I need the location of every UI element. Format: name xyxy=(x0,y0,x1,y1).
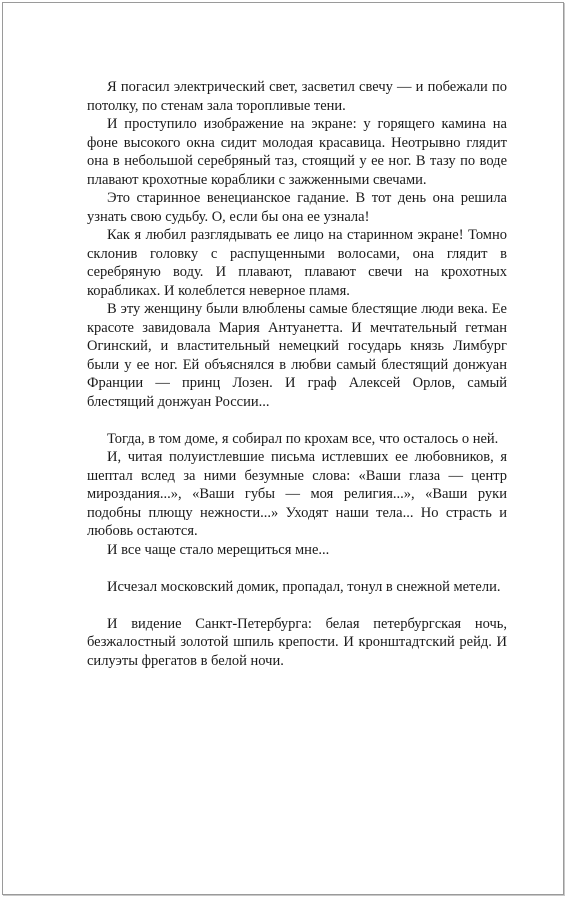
body-text xyxy=(87,78,507,670)
paragraph: Как я любил разглядывать ее лицо на старинном экране! Томно склонив головку с распущенными волосами, она глядит в серебряную воду. И плавают, плавают свечи на крохотных корабликах. И колеблется неверное пламя. xyxy=(87,227,507,299)
paragraph: В эту женщину были влюблены самые блестящие люди века. Ее красоте завидовала Мария Антуанетта. И мечтательный гетман Огинский, и властительный немецкий государь князь Лимбург были у ее ног. Ей объяснялся в любви самый блестящий донжуан Франции — принц Лозен. И граф Алексей Орлов, самый блестящий донжуан России... xyxy=(87,301,507,410)
paragraph: И все чаще стало мерещиться мне... xyxy=(107,541,330,558)
paragraph: Я погасил электрический свет, засветил свечу — и побежали по потолку, по стенам зала торопливые тени. xyxy=(87,79,507,114)
paragraph: И видение Санкт-Петербурга: белая петербургская ночь, безжалостный золотой шпиль крепости. И кронштадтский рейд. И силуэты фрегатов в белой ночи. xyxy=(87,615,507,669)
paragraph: И проступило изображение на экране: у горящего камина на фоне высокого окна сидит молодая красавица. Неотрывно глядит она в небольшой серебряный таз, стоящий у ее ног. В тазу по воде плавают крохотные кораблики с зажженными свечами. xyxy=(87,116,507,188)
paragraph: Это старинное венецианское гадание. В тот день она решила узнать свою судьбу. О, если бы она ее узнала! xyxy=(87,190,507,225)
book-page xyxy=(2,2,564,895)
paragraph: Тогда, в том доме, я собирал по крохам все, что осталось о ней. xyxy=(107,430,499,447)
paragraph: Исчезал московский домик, пропадал, тонул в снежной метели. xyxy=(107,578,501,595)
paragraph: И, читая полуистлевшие письма истлевших ее любовников, я шептал вслед за ними безумные слова: «Ваши глаза — центр мироздания...», «Ваши губы — моя религия...», «Ваши руки подобны плющу нежности...» Уходят наши тела... Но страсть и любовь остаются. xyxy=(87,449,507,539)
